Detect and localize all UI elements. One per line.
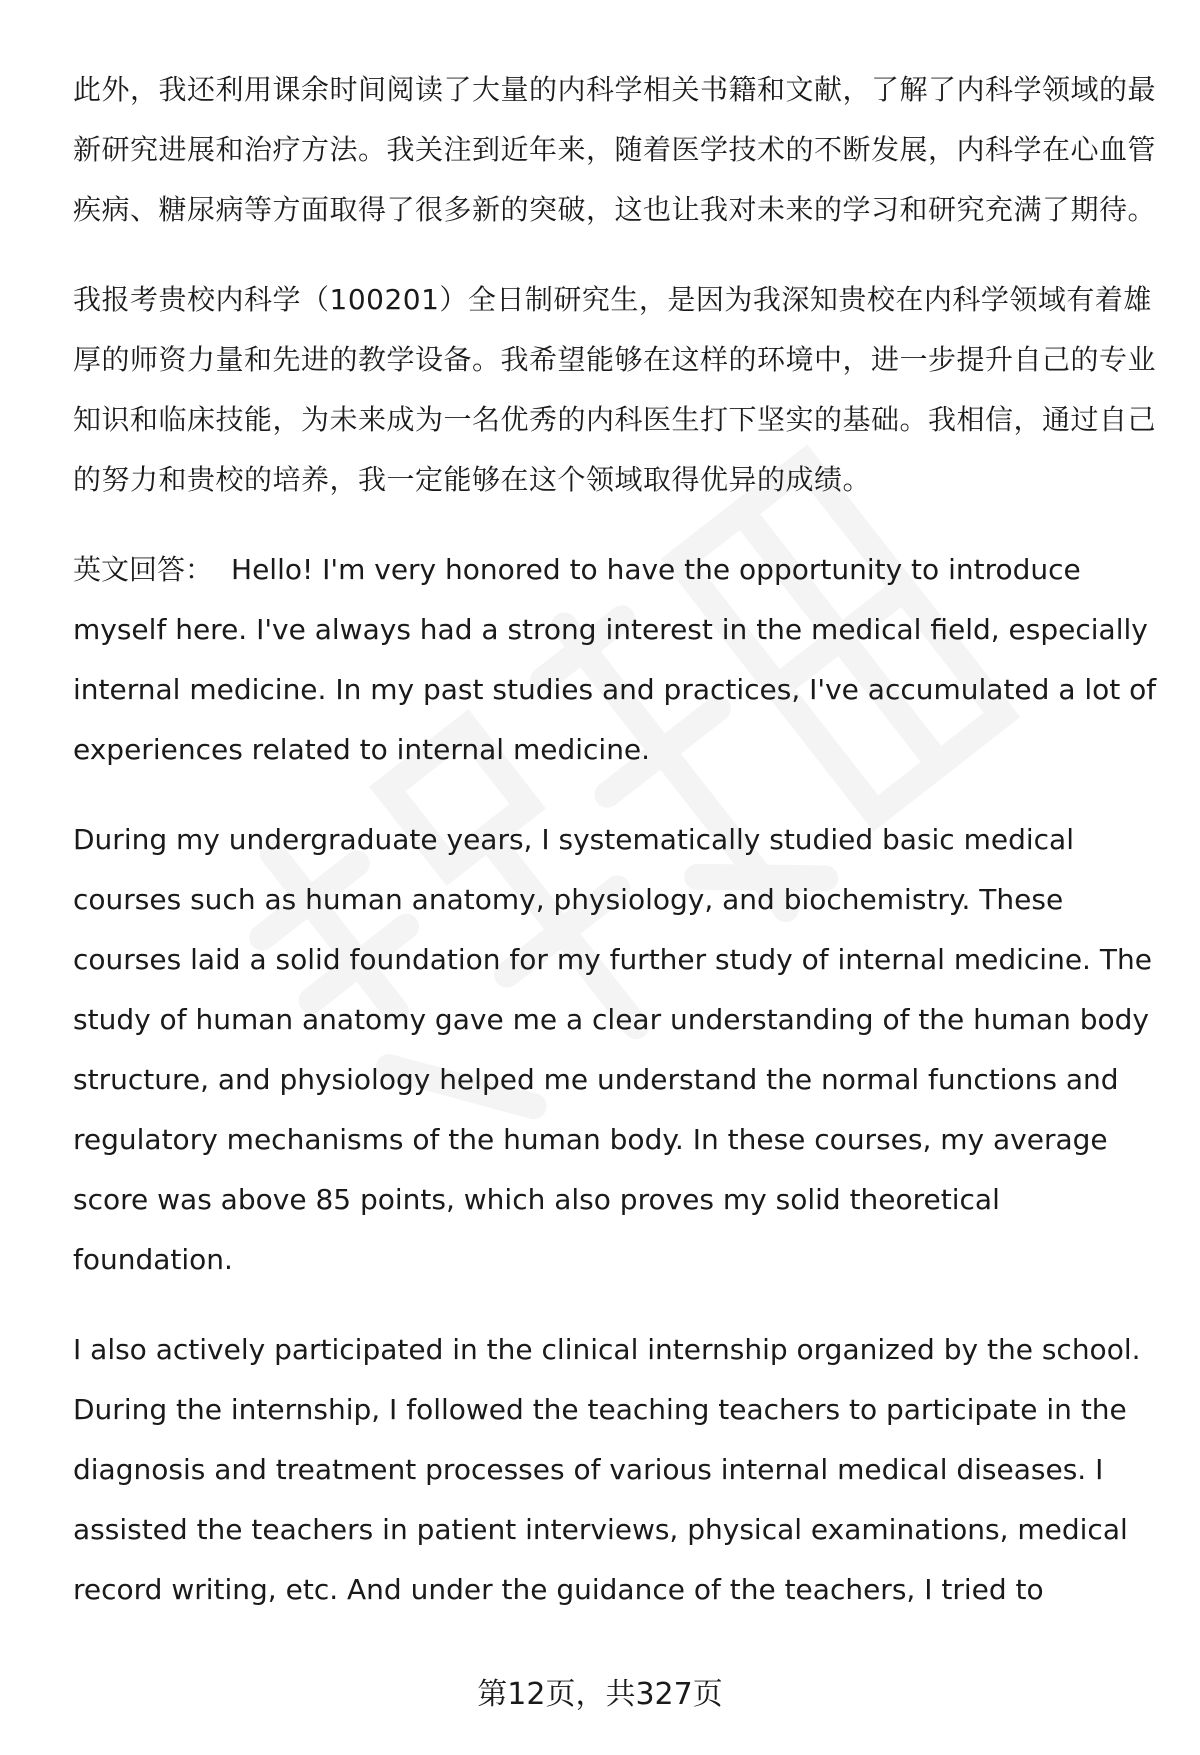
paragraph-chinese-1: 此外，我还利用课余时间阅读了大量的内科学相关书籍和文献，了解了内科学领域的最新研究进展和治疗方法。我关注到近年来，随着医学技术的不断发展，内科学在心血管疾病、糖尿病等方面取得了很多新的突破，这也让我对未来的学习和研究充满了期待。 bbox=[73, 73, 1157, 226]
document-body bbox=[73, 60, 1163, 1650]
page-number-footer: 第12页，共327页 bbox=[477, 1677, 723, 1712]
paragraph-english-undergraduate: During my undergraduate years, I systematically studied basic medical courses such as human anatomy, physiology, and biochemistry. These courses laid a solid foundation for my further study of internal medicine. The study of human anatomy gave me a clear understanding of the human body structure, and physiology helped me understand the normal functions and regulatory mechanisms of the human body. In these courses, my average score was above 85 points, which also proves my solid theoretical foundation. bbox=[73, 823, 1152, 1276]
paragraph-english-internship: I also actively participated in the clinical internship organized by the school. During the internship, I followed the teaching teachers to participate in the diagnosis and treatment processes of various internal medical diseases. I assisted the teachers in patient interviews, physical examinations, medical record writing, etc. And under the guidance of the teachers, I tried to bbox=[73, 1333, 1141, 1606]
paragraph-chinese-2: 我报考贵校内科学（100201）全日制研究生，是因为我深知贵校在内科学领域有着雄厚的师资力量和先进的教学设备。我希望能够在这样的环境中，进一步提升自己的专业知识和临床技能，为未来成为一名优秀的内科医生打下坚实的基础。我相信，通过自己的努力和贵校的培养，我一定能够在这个领域取得优异的成绩。 bbox=[73, 283, 1157, 496]
english-answer-label: 英文回答： bbox=[73, 553, 214, 586]
paragraph-english-intro-text: Hello! I'm very honored to have the opportunity to introduce myself here. I've always had a strong interest in the medical field, especially internal medicine. In my past studies and practices, I've accumulated a lot of experiences related to internal medicine. bbox=[73, 553, 1157, 766]
paragraph-english-intro bbox=[73, 540, 1163, 780]
